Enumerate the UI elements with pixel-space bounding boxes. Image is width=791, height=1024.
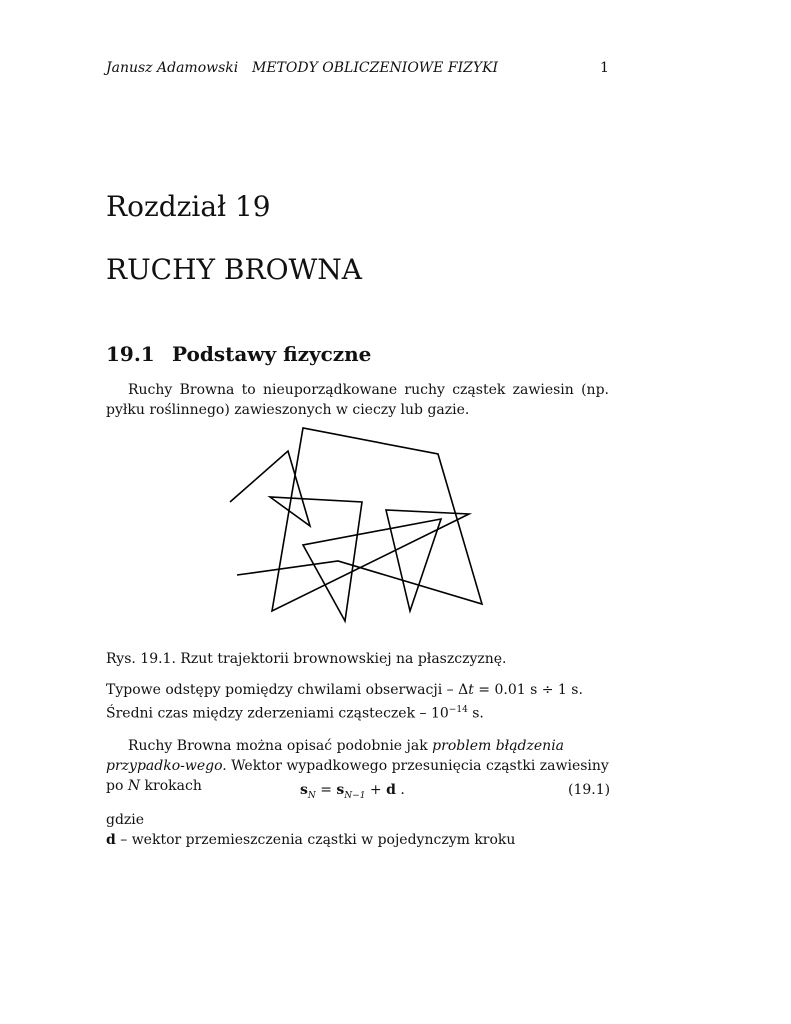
equals-sign: = <box>315 782 337 798</box>
section-number: 19.1 <box>106 342 155 366</box>
random-walk-text-2: Wektor wypadkowego przesunięcia cząstki zawiesiny po <box>106 758 609 794</box>
time-variable: t <box>468 682 474 698</box>
random-walk-emphasis: problem błądzenia przypadko-wego. <box>106 738 565 774</box>
collision-time-line <box>106 700 609 724</box>
observation-interval-value: = 0.01 s ÷ 1 s. <box>473 682 583 698</box>
figure-caption: Rys. 19.1. Rzut trajektorii brownowskiej na płaszczyznę. <box>106 651 507 667</box>
subscript-n-minus-1: N−1 <box>344 790 366 801</box>
collision-time-text: Średni czas między zderzeniami cząsteczek – 10 <box>106 705 449 722</box>
observation-interval-line <box>106 680 609 700</box>
observation-interval-text: Typowe odstępy pomiędzy chwilami obserwacji – Δ <box>106 682 469 698</box>
section-title: Podstawy fizyczne <box>172 342 372 366</box>
collision-time-unit: s. <box>467 705 484 722</box>
equation-19-1 <box>300 782 405 801</box>
typical-values <box>106 680 609 724</box>
vector-s-prev: s <box>336 782 345 798</box>
running-header-title: METODY OBLICZENIOWE FIZYKI <box>252 60 499 76</box>
where-label: gdzie <box>106 812 145 828</box>
chapter-title: RUCHY BROWNA <box>106 253 363 286</box>
equation-end: . <box>395 782 405 798</box>
vector-s: s <box>300 782 308 798</box>
collision-time-exponent: −14 <box>448 705 468 715</box>
trajectory-path <box>230 428 482 621</box>
d-definition <box>106 830 609 850</box>
d-symbol: d <box>106 832 116 848</box>
subscript-n: N <box>307 790 316 801</box>
plus-sign: + <box>365 782 387 798</box>
random-walk-text-3: krokach <box>140 778 202 794</box>
random-walk-text-1: Ruchy Browna można opisać podobnie jak <box>128 738 433 754</box>
equation-number: (19.1) <box>568 782 611 798</box>
chapter-label: Rozdział 19 <box>106 190 271 223</box>
page-number: 1 <box>600 60 609 76</box>
variable-n: N <box>127 778 141 794</box>
running-header-author: Janusz Adamowski <box>106 60 239 76</box>
intro-paragraph: Ruchy Browna to nieuporządkowane ruchy cząstek zawiesin (np. pyłku roślinnego) zawieszonych w cieczy lub gazie. <box>106 382 609 418</box>
vector-d: d <box>386 782 396 798</box>
d-definition-text: – wektor przemieszczenia cząstki w pojedynczym kroku <box>115 832 516 848</box>
